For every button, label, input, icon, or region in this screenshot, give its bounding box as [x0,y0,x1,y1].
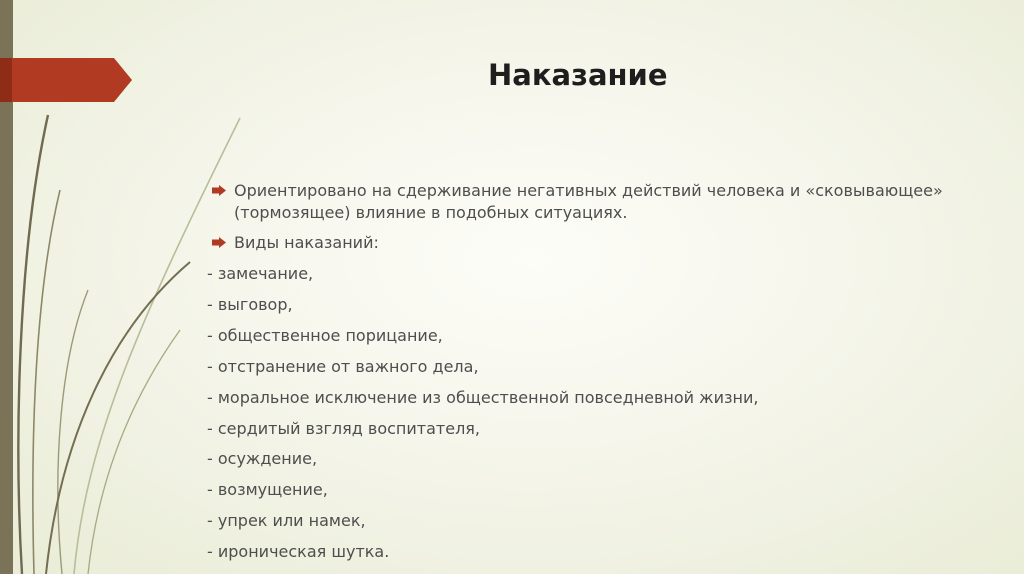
bullet-text: Ориентировано на сдерживание негативных действий человека и «сковывающее» (тормозящее) влияние в подобных ситуациях. [234,181,943,222]
list-item: - осуждение, [207,449,318,469]
list-item: - сердитый взгляд воспитателя, [207,418,480,438]
punishment-types-list [207,259,758,568]
list-item: - общественное порицание, [207,325,443,345]
arrow-bullet-icon [212,185,226,196]
list-item: - выговор, [207,294,293,314]
list-item: - ироническая шутка. [207,542,390,562]
bullet-text: Виды наказаний: [234,233,379,252]
list-item: - замечание, [207,264,314,283]
list-item: - упрек или намек, [207,511,366,531]
bullet-item [212,232,992,254]
bullet-item [212,180,992,224]
slide-title: Наказание [488,58,668,92]
list-item: - возмущение, [207,480,328,500]
title-accent-flag [0,58,134,102]
list-item: - моральное исключение из общественной повседневной жизни, [207,387,759,407]
list-item: - отстранение от важного дела, [207,356,479,376]
arrow-bullet-icon [212,237,226,248]
